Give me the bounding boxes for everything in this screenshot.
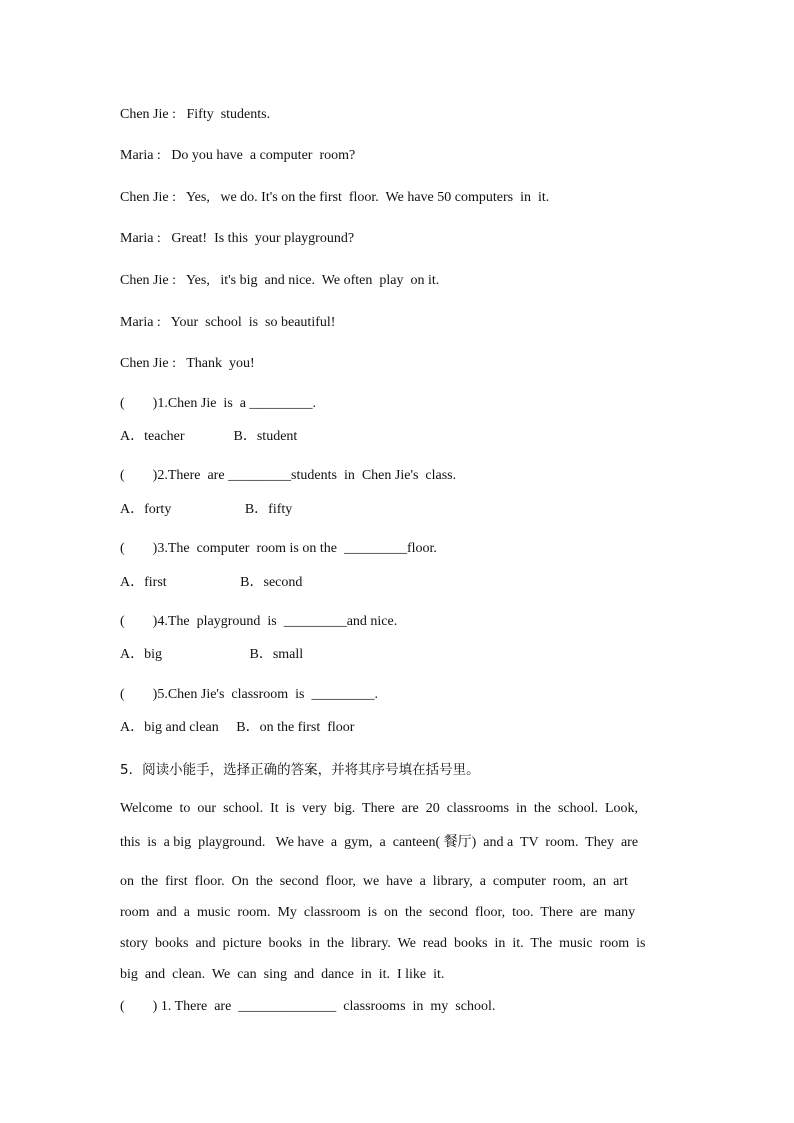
dialogue-line: Maria : Your school is so beautiful! [120, 315, 336, 330]
passage-line: Welcome to our school. It is very big. There are 20 classrooms in the school. Look, [120, 801, 639, 816]
passage-line: room and a music room. My classroom is on the second floor, too. There are many [120, 905, 636, 920]
question-stem: ( )3.The computer room is on the _________floor. [120, 541, 437, 556]
passage-line: on the first floor. On the second floor, we have a library, a computer room, an art [120, 874, 628, 889]
dialogue-line: Chen Jie : Thank you! [120, 356, 255, 371]
question-options: A．big and clean B．on the first floor [120, 720, 355, 735]
dialogue-line: Maria : Great! Is this your playground? [120, 231, 355, 246]
question-stem: ( ) 1. There are ______________ classrooms in my school. [120, 999, 496, 1014]
dialogue-line: Maria : Do you have a computer room? [120, 148, 356, 163]
question-stem: ( )5.Chen Jie's classroom is _________. [120, 687, 379, 702]
question-options: A．big B．small [120, 647, 304, 662]
question-options: A．teacher B．student [120, 429, 298, 444]
question-stem: ( )4.The playground is _________and nice. [120, 614, 398, 629]
dialogue-line: Chen Jie : Yes, it's big and nice. We often play on it. [120, 273, 440, 288]
question-options: A．forty B．fifty [120, 502, 293, 517]
question-stem: ( )2.There are _________students in Chen Jie's class. [120, 468, 457, 483]
question-options: A．first B．second [120, 575, 303, 590]
section-heading: 5．阅读小能手，选择正确的答案，并将其序号填在括号里。 [120, 762, 480, 778]
passage-line: story books and picture books in the library. We read books in it. The music room is [120, 936, 646, 951]
question-stem: ( )1.Chen Jie is a _________. [120, 396, 316, 411]
passage-line: big and clean. We can sing and dance in it. I like it. [120, 967, 445, 982]
passage-line: this is a big playground. We have a gym, a canteen( 餐厅) and a TV room. They are [120, 835, 639, 850]
dialogue-line: Chen Jie : Yes, we do. It's on the first floor. We have 50 computers in it. [120, 190, 550, 205]
dialogue-line: Chen Jie : Fifty students. [120, 107, 271, 122]
